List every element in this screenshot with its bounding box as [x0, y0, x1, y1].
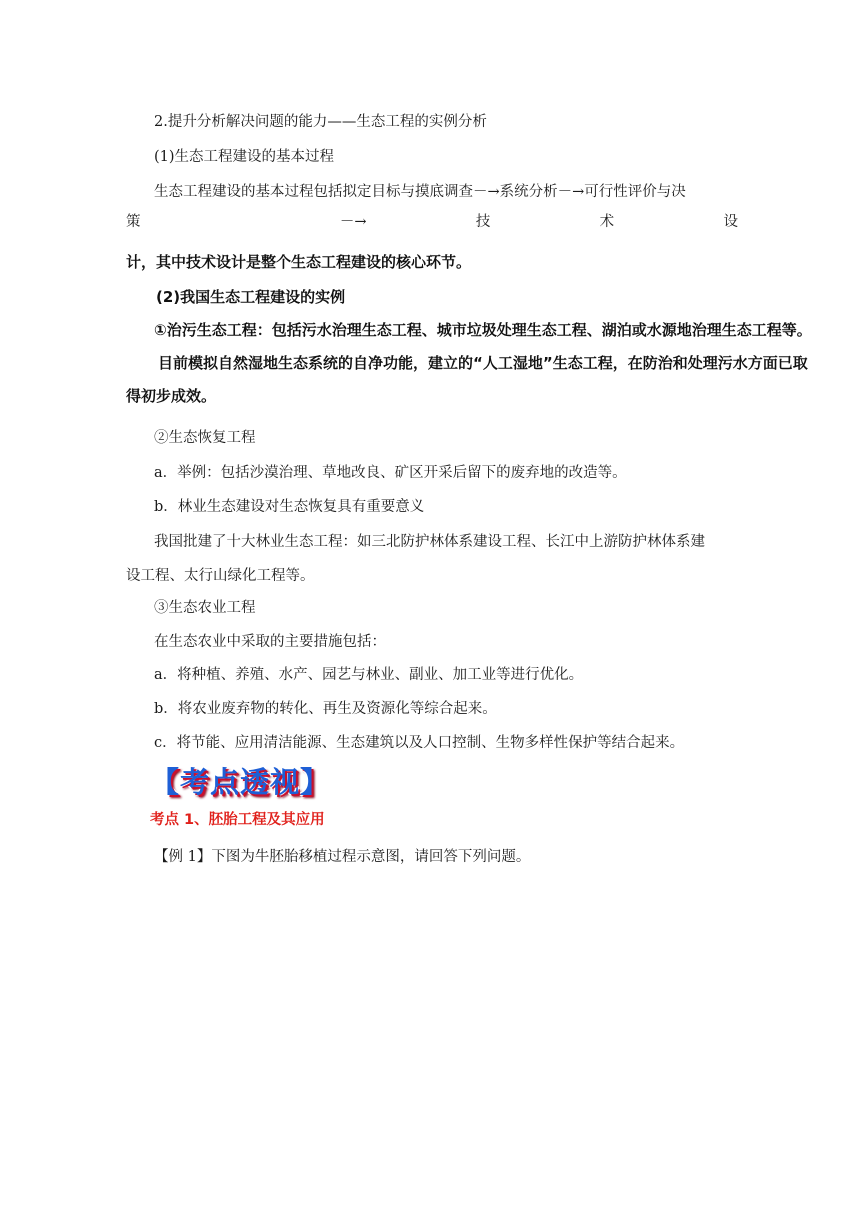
- exam-point-1-title: 考点 1、胚胎工程及其应用: [150, 812, 325, 828]
- agriculture-title: ③生态农业工程: [154, 600, 256, 616]
- example-1-prompt: 【例 1】下图为牛胚胎移植过程示意图，请回答下列问题。: [154, 849, 531, 865]
- restoration-item-b: b．林业生态建设对生态恢复具有重要意义: [154, 499, 425, 515]
- process-paragraph-line-1: 生态工程建设的基本过程包括拟定目标与摸底调查－→系统分析－→可行性评价与决: [154, 184, 686, 200]
- sewage-engineering-line-3: 得初步成效。: [126, 387, 217, 405]
- spread-char: 技: [475, 214, 491, 230]
- arrow-glyph: －→: [339, 214, 367, 230]
- exam-point-banner: 【考点透视】: [150, 764, 331, 799]
- agriculture-item-c: c．将节能、应用清洁能源、生态建筑以及人口控制、生物多样性保护等结合起来。: [154, 735, 685, 751]
- spread-char: 设: [723, 214, 738, 230]
- process-paragraph-line-3: 计，其中技术设计是整个生态工程建设的核心环节。: [126, 253, 472, 271]
- agriculture-item-a: a．将种植、养殖、水产、园艺与林业、副业、加工业等进行优化。: [154, 667, 584, 683]
- sewage-engineering-line-1: ①治污生态工程：包括污水治理生态工程、城市垃圾处理生态工程、湖泊或水源地治理生态工程等。: [154, 321, 812, 339]
- agriculture-item-b: b．将农业废弃物的转化、再生及资源化等综合起来。: [154, 701, 497, 717]
- agriculture-intro: 在生态农业中采取的主要措施包括：: [154, 634, 386, 650]
- forestry-paragraph-line-1: 我国批建了十大林业生态工程：如三北防护林体系建设工程、长江中上游防护林体系建: [154, 534, 705, 550]
- process-paragraph-line-2: [126, 212, 738, 232]
- section-heading: 2.提升分析解决问题的能力——生态工程的实例分析: [154, 114, 487, 130]
- forestry-paragraph-line-2: 设工程、太行山绿化工程等。: [126, 568, 315, 584]
- sewage-engineering-line-2: 目前模拟自然湿地生态系统的自净功能，建立的“人工湿地”生态工程，在防治和处理污水方面已取: [158, 354, 808, 372]
- spread-char: 术: [599, 214, 615, 230]
- spread-char: 策: [126, 214, 141, 230]
- subheading-examples: (2)我国生态工程建设的实例: [156, 288, 346, 306]
- restoration-title: ②生态恢复工程: [154, 430, 256, 446]
- subheading-basic-process: (1)生态工程建设的基本过程: [154, 149, 335, 165]
- restoration-item-a: a．举例：包括沙漠治理、草地改良、矿区开采后留下的废弃地的改造等。: [154, 465, 627, 481]
